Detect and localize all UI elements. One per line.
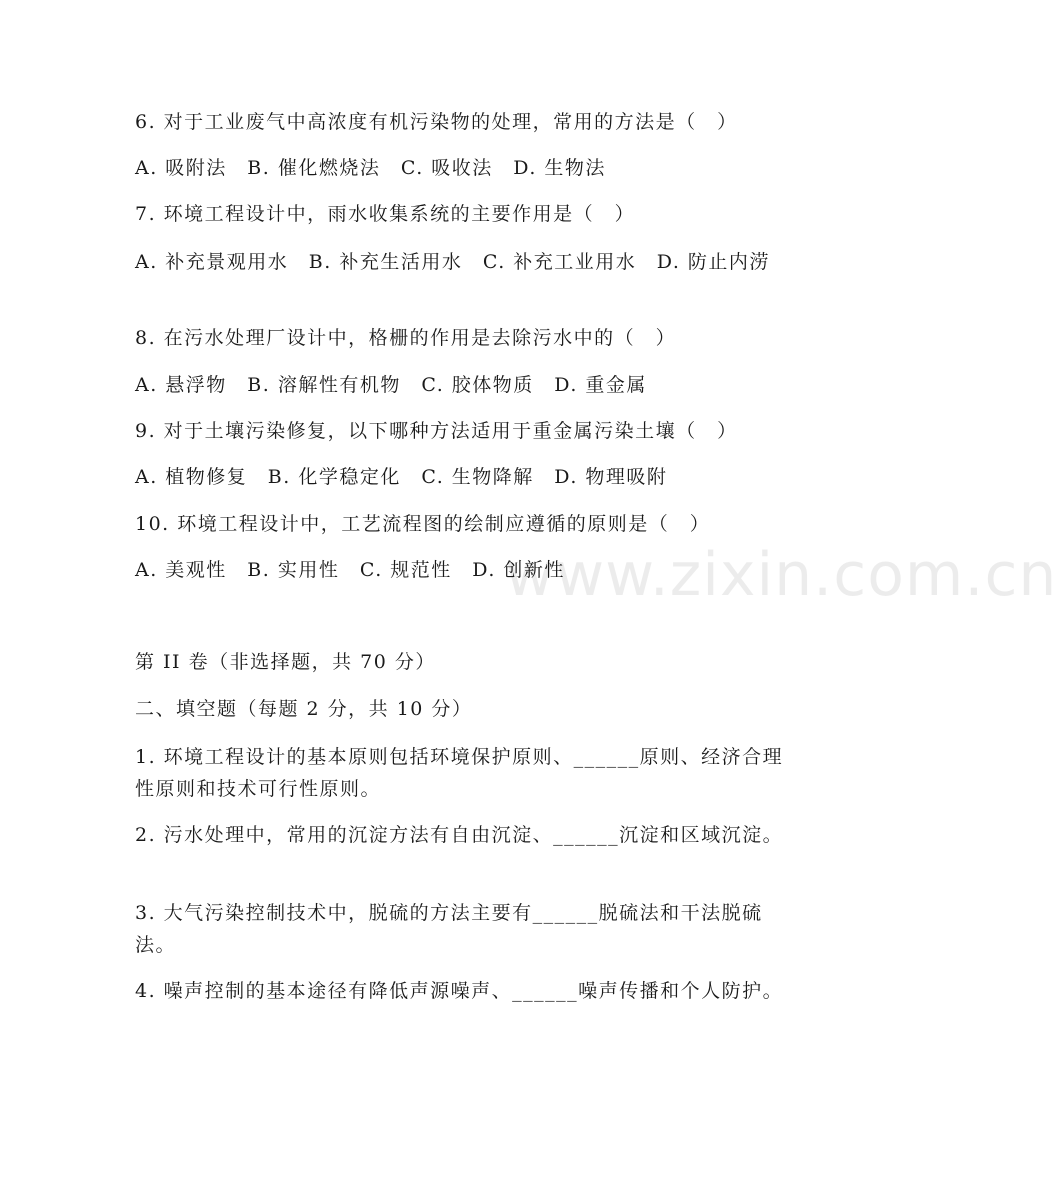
question-10-options: A. 美观性 B. 实用性 C. 规范性 D. 创新性 xyxy=(135,559,565,581)
fill-blank-item-3: 3. 大气污染控制技术中，脱硫的方法主要有______脱硫法和干法脱硫法。 xyxy=(135,902,763,956)
question-6-options: A. 吸附法 B. 催化燃烧法 C. 吸收法 D. 生物法 xyxy=(135,157,606,179)
volume-title: 第 II 卷（非选择题，共 70 分） xyxy=(135,651,436,673)
section-title: 二、填空题（每题 2 分，共 10 分） xyxy=(135,698,473,720)
watermark: www.zixin.com.cn xyxy=(505,540,1057,610)
fill-blank-item-1: 1. 环境工程设计的基本原则包括环境保护原则、______原则、经济合理性原则和技术可行性原则。 xyxy=(135,746,784,800)
question-6-stem: 6. 对于工业废气中高浓度有机污染物的处理，常用的方法是（ ） xyxy=(135,111,738,133)
question-10-stem: 10. 环境工程设计中，工艺流程图的绘制应遵循的原则是（ ） xyxy=(135,513,711,535)
question-8-options: A. 悬浮物 B. 溶解性有机物 C. 胶体物质 D. 重金属 xyxy=(135,374,647,396)
fill-blank-item-2: 2. 污水处理中，常用的沉淀方法有自由沉淀、______沉淀和区域沉淀。 xyxy=(135,824,784,846)
question-7-options: A. 补充景观用水 B. 补充生活用水 C. 补充工业用水 D. 防止内涝 xyxy=(135,251,770,273)
question-7-stem: 7. 环境工程设计中，雨水收集系统的主要作用是（ ） xyxy=(135,203,636,225)
question-9-stem: 9. 对于土壤污染修复，以下哪种方法适用于重金属污染土壤（ ） xyxy=(135,420,738,442)
question-9-options: A. 植物修复 B. 化学稳定化 C. 生物降解 D. 物理吸附 xyxy=(135,466,668,488)
question-8-stem: 8. 在污水处理厂设计中，格栅的作用是去除污水中的（ ） xyxy=(135,327,677,349)
fill-blank-item-4: 4. 噪声控制的基本途径有降低声源噪声、______噪声传播和个人防护。 xyxy=(135,980,784,1002)
